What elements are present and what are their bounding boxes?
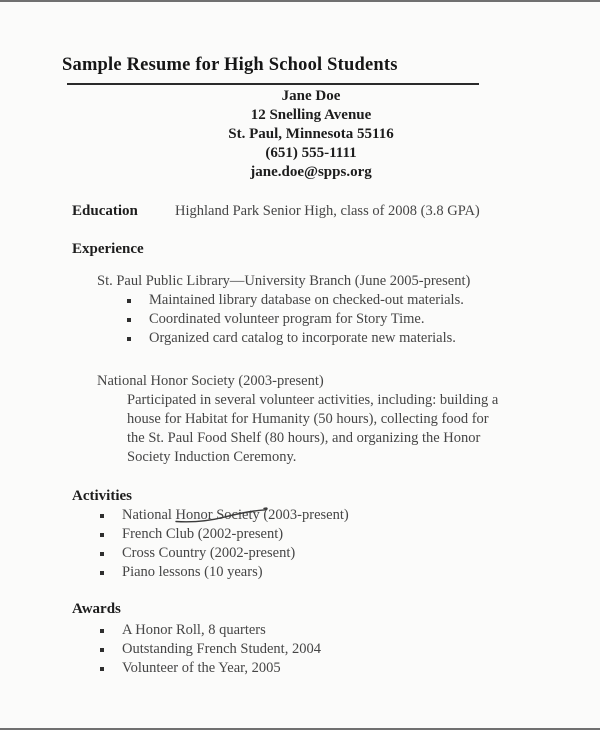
contact-address-line1: 12 Snelling Avenue [250, 107, 372, 123]
list-item [127, 310, 600, 329]
square-bullet-icon [100, 533, 104, 537]
bullet-text: Maintained library database on checked-out materials. [149, 292, 464, 308]
square-bullet-icon [100, 667, 104, 671]
awards-heading: Awards [72, 601, 121, 617]
education-heading: Education [72, 203, 138, 219]
experience-heading: Experience [72, 241, 144, 257]
list-item [100, 563, 600, 582]
activity-text: Piano lessons (10 years) [122, 564, 263, 580]
description-line: house for Habitat for Humanity (50 hours), collecting food for [127, 411, 489, 427]
bullet-text: Organized card catalog to incorporate new materials. [149, 330, 456, 346]
job-description [127, 391, 600, 467]
contact-email: jane.doe@spps.org [250, 164, 372, 180]
contact-name: Jane Doe [281, 88, 341, 104]
award-text: Volunteer of the Year, 2005 [122, 660, 281, 676]
square-bullet-icon [100, 552, 104, 556]
square-bullet-icon [100, 648, 104, 652]
library-bullet-list [127, 291, 600, 348]
list-item [127, 329, 600, 348]
list-item [127, 291, 600, 310]
square-bullet-icon [100, 514, 104, 518]
award-text: A Honor Roll, 8 quarters [122, 622, 266, 638]
square-bullet-icon [100, 629, 104, 633]
description-line: Participated in several volunteer activities, including: building a [127, 392, 499, 408]
list-item [100, 544, 600, 563]
list-item [100, 640, 600, 659]
activities-heading: Activities [72, 488, 132, 504]
list-item [100, 659, 600, 678]
contact-block [0, 87, 600, 182]
description-line: Society Induction Ceremony. [127, 449, 297, 465]
square-bullet-icon [100, 571, 104, 575]
document-title: Sample Resume for High School Students [62, 55, 398, 75]
contact-phone: (651) 555-1111 [265, 145, 357, 161]
list-item [100, 506, 600, 525]
contact-address-line2: St. Paul, Minnesota 55116 [228, 126, 394, 142]
bullet-text: Coordinated volunteer program for Story Time. [149, 311, 425, 327]
description-line: the St. Paul Food Shelf (80 hours), and organizing the Honor [127, 430, 481, 446]
education-detail: Highland Park Senior High, class of 2008 (3.8 GPA) [175, 203, 480, 219]
education-section [72, 202, 600, 221]
square-bullet-icon [127, 299, 131, 303]
title-underline [67, 83, 479, 85]
job-title-honor-society: National Honor Society (2003-present) [97, 373, 324, 389]
activity-text: Cross Country (2002-present) [122, 545, 296, 561]
activities-list [100, 506, 600, 582]
square-bullet-icon [127, 337, 131, 341]
awards-list [100, 621, 600, 678]
square-bullet-icon [127, 318, 131, 322]
job-title-library: St. Paul Public Library—University Branch (June 2005-present) [97, 273, 471, 289]
list-item [100, 525, 600, 544]
activity-text: National Honor Society (2003-present) [122, 507, 349, 523]
activity-text: French Club (2002-present) [122, 526, 284, 542]
list-item [100, 621, 600, 640]
award-text: Outstanding French Student, 2004 [122, 641, 321, 657]
